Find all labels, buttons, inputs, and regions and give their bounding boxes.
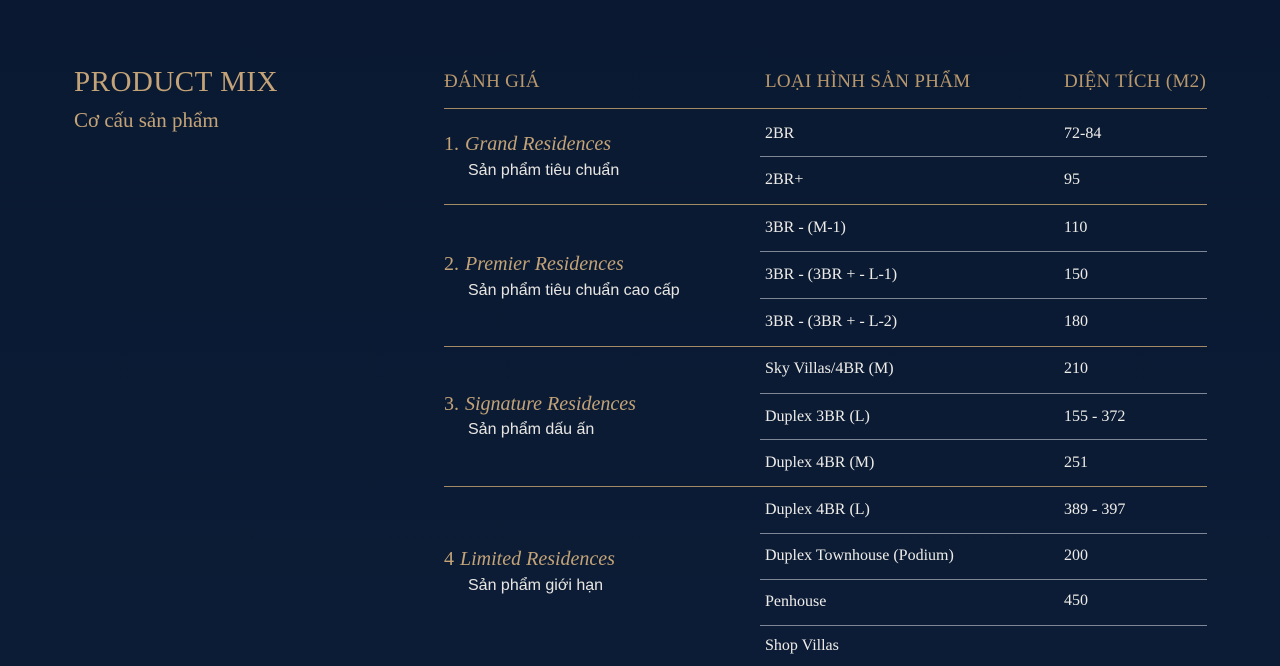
- table-cell-area: 110: [1064, 219, 1088, 236]
- table-cell-type: 2BR+: [765, 171, 804, 188]
- table-cell-type: Duplex 4BR (L): [765, 501, 870, 518]
- table-cell-type: Shop Villas: [765, 637, 839, 654]
- table-cell-type: 3BR - (3BR + - L-1): [765, 266, 898, 283]
- table-cell-type: 3BR - (3BR + - L-2): [765, 313, 898, 330]
- row-divider: [760, 579, 1207, 580]
- group-name: Premier Residences: [465, 253, 624, 275]
- row-divider: [760, 298, 1207, 299]
- table-cell-area: 155 - 372: [1064, 408, 1126, 425]
- table-cell-type: Duplex Townhouse (Podium): [765, 547, 954, 564]
- group-number: 1.: [444, 133, 459, 155]
- table-cell-area: 200: [1064, 547, 1088, 564]
- table-cell-type: Duplex 4BR (M): [765, 454, 875, 471]
- group-title: [444, 548, 615, 571]
- table-cell-type: 2BR: [765, 125, 795, 142]
- group-description: Sản phẩm dấu ấn: [468, 421, 595, 438]
- header-divider: [444, 108, 1207, 109]
- row-divider: [760, 251, 1207, 252]
- group-title: [444, 393, 636, 416]
- row-divider: [760, 533, 1207, 534]
- group-title: [444, 133, 611, 156]
- table-cell-area: 450: [1064, 592, 1088, 609]
- group-description: Sản phẩm tiêu chuẩn: [468, 162, 620, 179]
- group-number: 3.: [444, 393, 459, 415]
- page-subtitle: Cơ cấu sản phẩm: [74, 108, 219, 132]
- table-cell-area: 210: [1064, 360, 1088, 377]
- table-cell-type: Sky Villas/4BR (M): [765, 360, 894, 377]
- group-number: 4: [444, 548, 454, 570]
- page-title: PRODUCT MIX: [74, 66, 278, 98]
- table-cell-area: 150: [1064, 266, 1088, 283]
- column-header-evaluation: ĐÁNH GIÁ: [444, 71, 540, 92]
- column-header-product-type: LOẠI HÌNH SẢN PHẨM: [765, 71, 971, 92]
- row-divider: [760, 439, 1207, 440]
- group-name: Signature Residences: [465, 393, 636, 415]
- group-name: Grand Residences: [465, 133, 612, 155]
- group-divider: [444, 486, 1207, 487]
- table-cell-area: 180: [1064, 313, 1088, 330]
- group-divider: [444, 204, 1207, 205]
- group-number: 2.: [444, 253, 459, 275]
- table-cell-type: Duplex 3BR (L): [765, 408, 870, 425]
- row-divider: [760, 393, 1207, 394]
- group-title: [444, 253, 624, 276]
- table-cell-area: 251: [1064, 454, 1088, 471]
- column-header-area: DIỆN TÍCH (M2): [1064, 71, 1207, 92]
- group-name: Limited Residences: [460, 548, 615, 570]
- table-cell-type: Penhouse: [765, 593, 827, 610]
- table-cell-type: 3BR - (M-1): [765, 219, 846, 236]
- group-description: Sản phẩm tiêu chuẩn cao cấp: [468, 282, 680, 299]
- table-cell-area: 389 - 397: [1064, 501, 1126, 518]
- group-description: Sản phẩm giới hạn: [468, 577, 604, 594]
- table-cell-area: 72-84: [1064, 125, 1102, 142]
- row-divider: [760, 625, 1207, 626]
- row-divider: [760, 156, 1207, 157]
- table-cell-area: 95: [1064, 171, 1080, 188]
- group-divider: [444, 346, 1207, 347]
